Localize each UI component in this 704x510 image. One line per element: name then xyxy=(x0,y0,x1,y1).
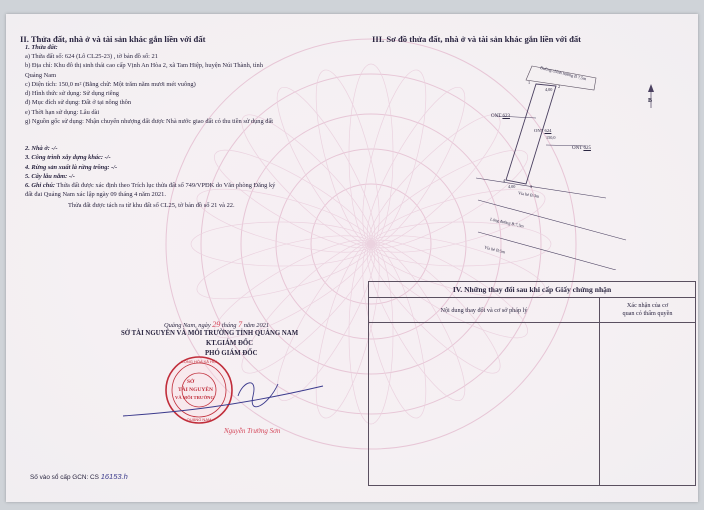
corner-3: 3 xyxy=(530,184,533,189)
right-prefix: ONT xyxy=(572,146,583,151)
svg-text:QUẢNG NAM: QUẢNG NAM xyxy=(186,417,212,422)
changes-table xyxy=(368,281,696,486)
svg-text:CỘNG HÒA XÃ HỘI: CỘNG HÒA XÃ HỘI xyxy=(180,359,218,364)
registry-label: Số vào sổ cấp GCN: CS xyxy=(30,474,99,481)
other-assets xyxy=(25,144,117,181)
kt-director: KT.GIÁM ĐỐC xyxy=(206,340,254,347)
land-line: g) Nguồn gốc sử dụng: Nhận chuyển nhượng đất được Nhà nước giao đất có thu tiền sử dụng đất xyxy=(25,118,274,126)
construction-line: 3. Công trình xây dựng khác: -/- xyxy=(25,154,111,162)
certificate-page xyxy=(6,14,698,502)
land-line: e) Thời hạn sử dụng: Lâu dài xyxy=(25,108,100,116)
land-line: đ) Mục đích sử dụng: Đất ở tại nông thôn xyxy=(25,99,132,107)
corner-4: 4 xyxy=(503,178,506,183)
land-line: a) Thửa đất số: 624 (Lô CL25-23) , tờ bản đồ số: 21 xyxy=(25,53,158,60)
note-label: 6. Ghi chú: xyxy=(25,182,56,189)
watermark-petal xyxy=(262,77,390,255)
agency-name: SỞ TÀI NGUYÊN VÀ MÔI TRƯỜNG TỈNH QUẢNG NAM xyxy=(121,330,299,337)
land-line: Quảng Nam xyxy=(25,71,57,79)
date-suffix: năm 2021 xyxy=(243,322,270,329)
north-label: B xyxy=(648,98,653,104)
changes-confirm-cell xyxy=(600,323,696,486)
left-number: 623 xyxy=(502,114,510,119)
date-day: 29 xyxy=(212,320,221,329)
land-details xyxy=(25,52,273,126)
right-neighbor xyxy=(572,146,591,151)
parcel-sketch xyxy=(476,50,676,270)
parcel-label xyxy=(534,128,551,133)
watermark-petal xyxy=(228,228,386,386)
left-prefix: ONT xyxy=(491,114,502,119)
parcel-area: 150,0 xyxy=(546,135,556,140)
land-line: c) Diện tích: 150,0 m² (Bằng chữ: Một trăm năm mươi mét vuông) xyxy=(25,80,196,88)
registry-value: 16153.h xyxy=(100,472,128,481)
house-line: 2. Nhà ở: -/- xyxy=(25,145,58,152)
watermark-petal xyxy=(303,64,392,249)
left-neighbor xyxy=(491,114,510,119)
road-mid-label: Lòng đường B:7,5m xyxy=(489,216,525,229)
stamp-line-2: TÀI NGUYÊN xyxy=(178,387,213,393)
perennial-line: 5. Cây lâu năm: -/- xyxy=(25,172,75,180)
road-top-label: Đường chính hướng B 7,5m xyxy=(539,65,587,82)
land-line: d) Hình thức sử dụng: Sử dụng riêng xyxy=(25,90,119,98)
sidewalk-bottom-label: Vỉa hè B:5m xyxy=(483,244,506,255)
right-number: 625 xyxy=(583,146,591,151)
watermark-petal xyxy=(349,64,393,244)
watermark-petal xyxy=(191,223,376,312)
land-heading: 1. Thửa đất: xyxy=(25,44,58,51)
col-content-header: Nội dung thay đổi và cơ sở pháp lý xyxy=(369,298,600,323)
parcel-prefix: ONT xyxy=(534,128,544,133)
section-iii-title: III. Sơ đồ thửa đất, nhà ở và tài sản khác gắn liền với đất xyxy=(372,34,582,44)
section-ii-title: II. Thửa đất, nhà ở và tài sản khác gắn liền với đất xyxy=(20,34,206,44)
note-text: Thửa đất được xác định theo Trích lục thửa đất số 749/VPĐK do Văn phòng Đăng ký xyxy=(55,182,276,189)
stamp-line-3: VÀ MÔI TRƯỜNG xyxy=(175,395,215,400)
forest-line: 4. Rừng sản xuất là rừng trồng: -/- xyxy=(25,163,118,171)
col-confirm-header xyxy=(600,298,696,323)
watermark-petal xyxy=(191,222,371,266)
corner-2: 2 xyxy=(558,84,561,89)
note-line-1 xyxy=(25,181,275,190)
parcel-number: 624 xyxy=(544,128,552,133)
col-confirm-line-2: quan có thẩm quyền xyxy=(622,310,673,317)
sidewalk-top-label: Vỉa hè B:3m xyxy=(517,190,540,199)
stamp-line-1: SỞ xyxy=(187,379,195,385)
note-line-2: đất đai Quảng Nam xác lập ngày 09 tháng 4 năm 2021. xyxy=(25,191,166,198)
col-confirm-line-1: Xác nhận của cơ xyxy=(626,302,669,309)
watermark-petal xyxy=(352,77,480,255)
signer-name: Nguyễn Trường Sơn xyxy=(224,427,281,435)
issue-date xyxy=(164,320,269,330)
changes-content-cell xyxy=(369,323,600,486)
deputy-director: PHÓ GIÁM ĐỐC xyxy=(205,350,258,357)
date-prefix: Quảng Nam, ngày xyxy=(164,322,211,329)
corner-1: 1 xyxy=(528,80,531,85)
registry-number xyxy=(30,472,128,482)
watermark-petal xyxy=(204,135,382,263)
note-line-3: Thửa đất được tách ra từ khu đất số CL25, tờ bản đồ số 21 và 22. xyxy=(68,202,235,209)
changes-title: IV. Những thay đổi sau khi cấp Giấy chứng nhận xyxy=(369,282,696,298)
date-month: 7 xyxy=(238,320,243,329)
dim-bottom: 4,00 xyxy=(508,184,516,189)
date-mid: tháng xyxy=(221,322,237,329)
land-line: b) Địa chỉ: Khu đô thị sinh thái cao cấp Vịnh An Hòa 2, xã Tam Hiệp, huyện Núi Thành, tỉnh xyxy=(25,62,263,70)
watermark-petal xyxy=(350,64,439,249)
handwritten-signature xyxy=(118,366,328,426)
dim-top: 4,00 xyxy=(545,87,553,92)
